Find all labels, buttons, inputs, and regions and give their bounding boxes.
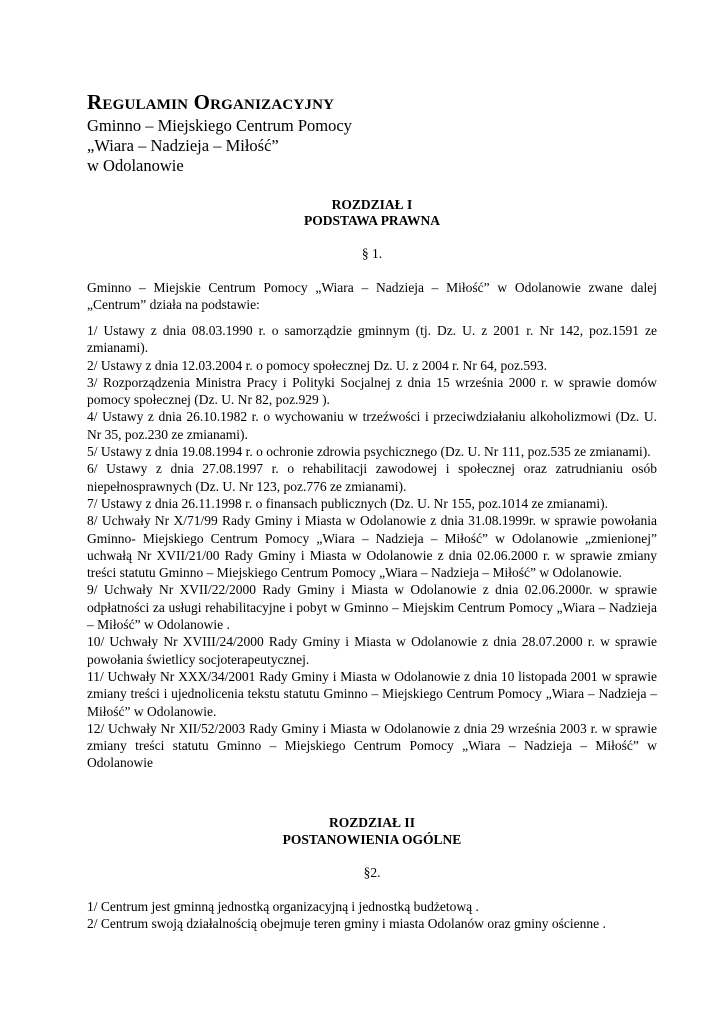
list-item: 6/ Ustawy z dnia 27.08.1997 r. o rehabilitacji zawodowej i społecznej oraz zatrudnianiu osób niepełnosprawnych (Dz. U. Nr 123, poz.776 ze zmianami). xyxy=(87,461,657,494)
list-item: 1/ Centrum jest gminną jednostką organizacyjną i jednostką budżetową . xyxy=(87,899,479,914)
list-item: 2/ Centrum swoją działalnością obejmuje teren gminy i miasta Odolanów oraz gminy ościenne . xyxy=(87,916,606,932)
list-item: 2/ Ustawy z dnia 12.03.2004 r. o pomocy społecznej Dz. U. z 2004 r. Nr 64, poz.593. xyxy=(87,357,548,373)
document-title: Regulamin Organizacyjny xyxy=(87,90,335,114)
list-item: 8/ Uchwały Nr X/71/99 Rady Gminy i Miasta w Odolanowie z dnia 31.08.1999r. w sprawie powołania Gminno- Miejskiego Centrum Pomocy „Wiara – Nadzieja – Miłość” w Odolanowie „zmienionej” uchwałą Nr XVII/21/00 Rady Gminy i Miasta w Odolanowie z dnia 02.06.2000 r. w sprawie zmiany treści statutu Gminno – Miejskiego Centrum Pomocy „Wiara – Nadzieja – Miłość” w Odolanowie. xyxy=(87,513,657,581)
legal-basis-list xyxy=(87,322,657,772)
list-item: 1/ Ustawy z dnia 08.03.1990 r. o samorządzie gminnym (tj. Dz. U. z 2001 r. Nr 142, poz.1591 ze zmianami). xyxy=(87,323,657,356)
document-subtitle-name: „Wiara – Nadzieja – Miłość” xyxy=(87,136,279,155)
chapter-1-intro: Gminno – Miejskie Centrum Pomocy „Wiara – Nadzieja – Miłość” w Odolanowie zwane dalej „Centrum” działa na podstawie: xyxy=(87,280,657,313)
list-item: 11/ Uchwały Nr XXX/34/2001 Rady Gminy i Miasta w Odolanowie z dnia 10 listopada 2001 w sprawie zmiany treści i ujednolicenia tekstu statutu Gminno – Miejskiego Centrum Pomocy „Wiara – Nadzieja – Miłość” w Odolanowie. xyxy=(87,668,657,719)
list-item: 4/ Ustawy z dnia 26.10.1982 r. o wychowaniu w trzeźwości i przeciwdziałaniu alkoholizmowi (Dz. U. Nr 35, poz.230 ze zmianami). xyxy=(87,409,657,442)
document-subtitle-institution: Gminno – Miejskiego Centrum Pomocy xyxy=(87,116,352,135)
section-1-marker: § 1. xyxy=(361,246,383,261)
list-item: 3/ Rozporządzenia Ministra Pracy i Polityki Socjalnej z dnia 15 września 2000 r. w sprawie domów pomocy społecznej (Dz. U. Nr 82, poz.929 ). xyxy=(87,374,657,408)
list-item: 7/ Ustawy z dnia 26.11.1998 r. o finansach publicznych (Dz. U. Nr 155, poz.1014 ze zmianami). xyxy=(87,495,608,511)
list-item: 12/ Uchwały Nr XII/52/2003 Rady Gminy i Miasta w Odolanowie z dnia 29 września 2003 r. w sprawie zmiany treści statutu Gminno – Miejskiego Centrum Pomocy „Wiara – Nadzieja – Miłość” w Odolanowie xyxy=(87,720,657,771)
list-item: 9/ Uchwały Nr XVII/22/2000 Rady Gminy i Miasta w Odolanowie z dnia 02.06.2000r. w sprawie odpłatności za usługi rehabilitacyjne i pobyt w Gminno – Miejskim Centrum Pomocy „Wiara – Nadzieja – Miłość” w Odolanowie . xyxy=(87,582,657,633)
chapter-1-heading: ROZDZIAŁ I xyxy=(331,197,413,212)
section-2-marker: §2. xyxy=(363,865,381,880)
chapter-2-heading: ROZDZIAŁ II xyxy=(329,815,415,830)
chapter-2-subheading: POSTANOWIENIA OGÓLNE xyxy=(282,832,462,847)
list-item: 10/ Uchwały Nr XVIII/24/2000 Rady Gminy i Miasta w Odolanowie z dnia 28.07.2000 r. w sprawie powołania świetlicy socjoterapeutycznej. xyxy=(87,634,657,667)
document-subtitle-location: w Odolanowie xyxy=(87,156,184,175)
chapter-1-subheading: PODSTAWA PRAWNA xyxy=(304,213,440,228)
general-provisions-list xyxy=(87,898,657,933)
list-item: 5/ Ustawy z dnia 19.08.1994 r. o ochronie zdrowia psychicznego (Dz. U. Nr 111, poz.535 ze zmianami). xyxy=(87,444,651,460)
